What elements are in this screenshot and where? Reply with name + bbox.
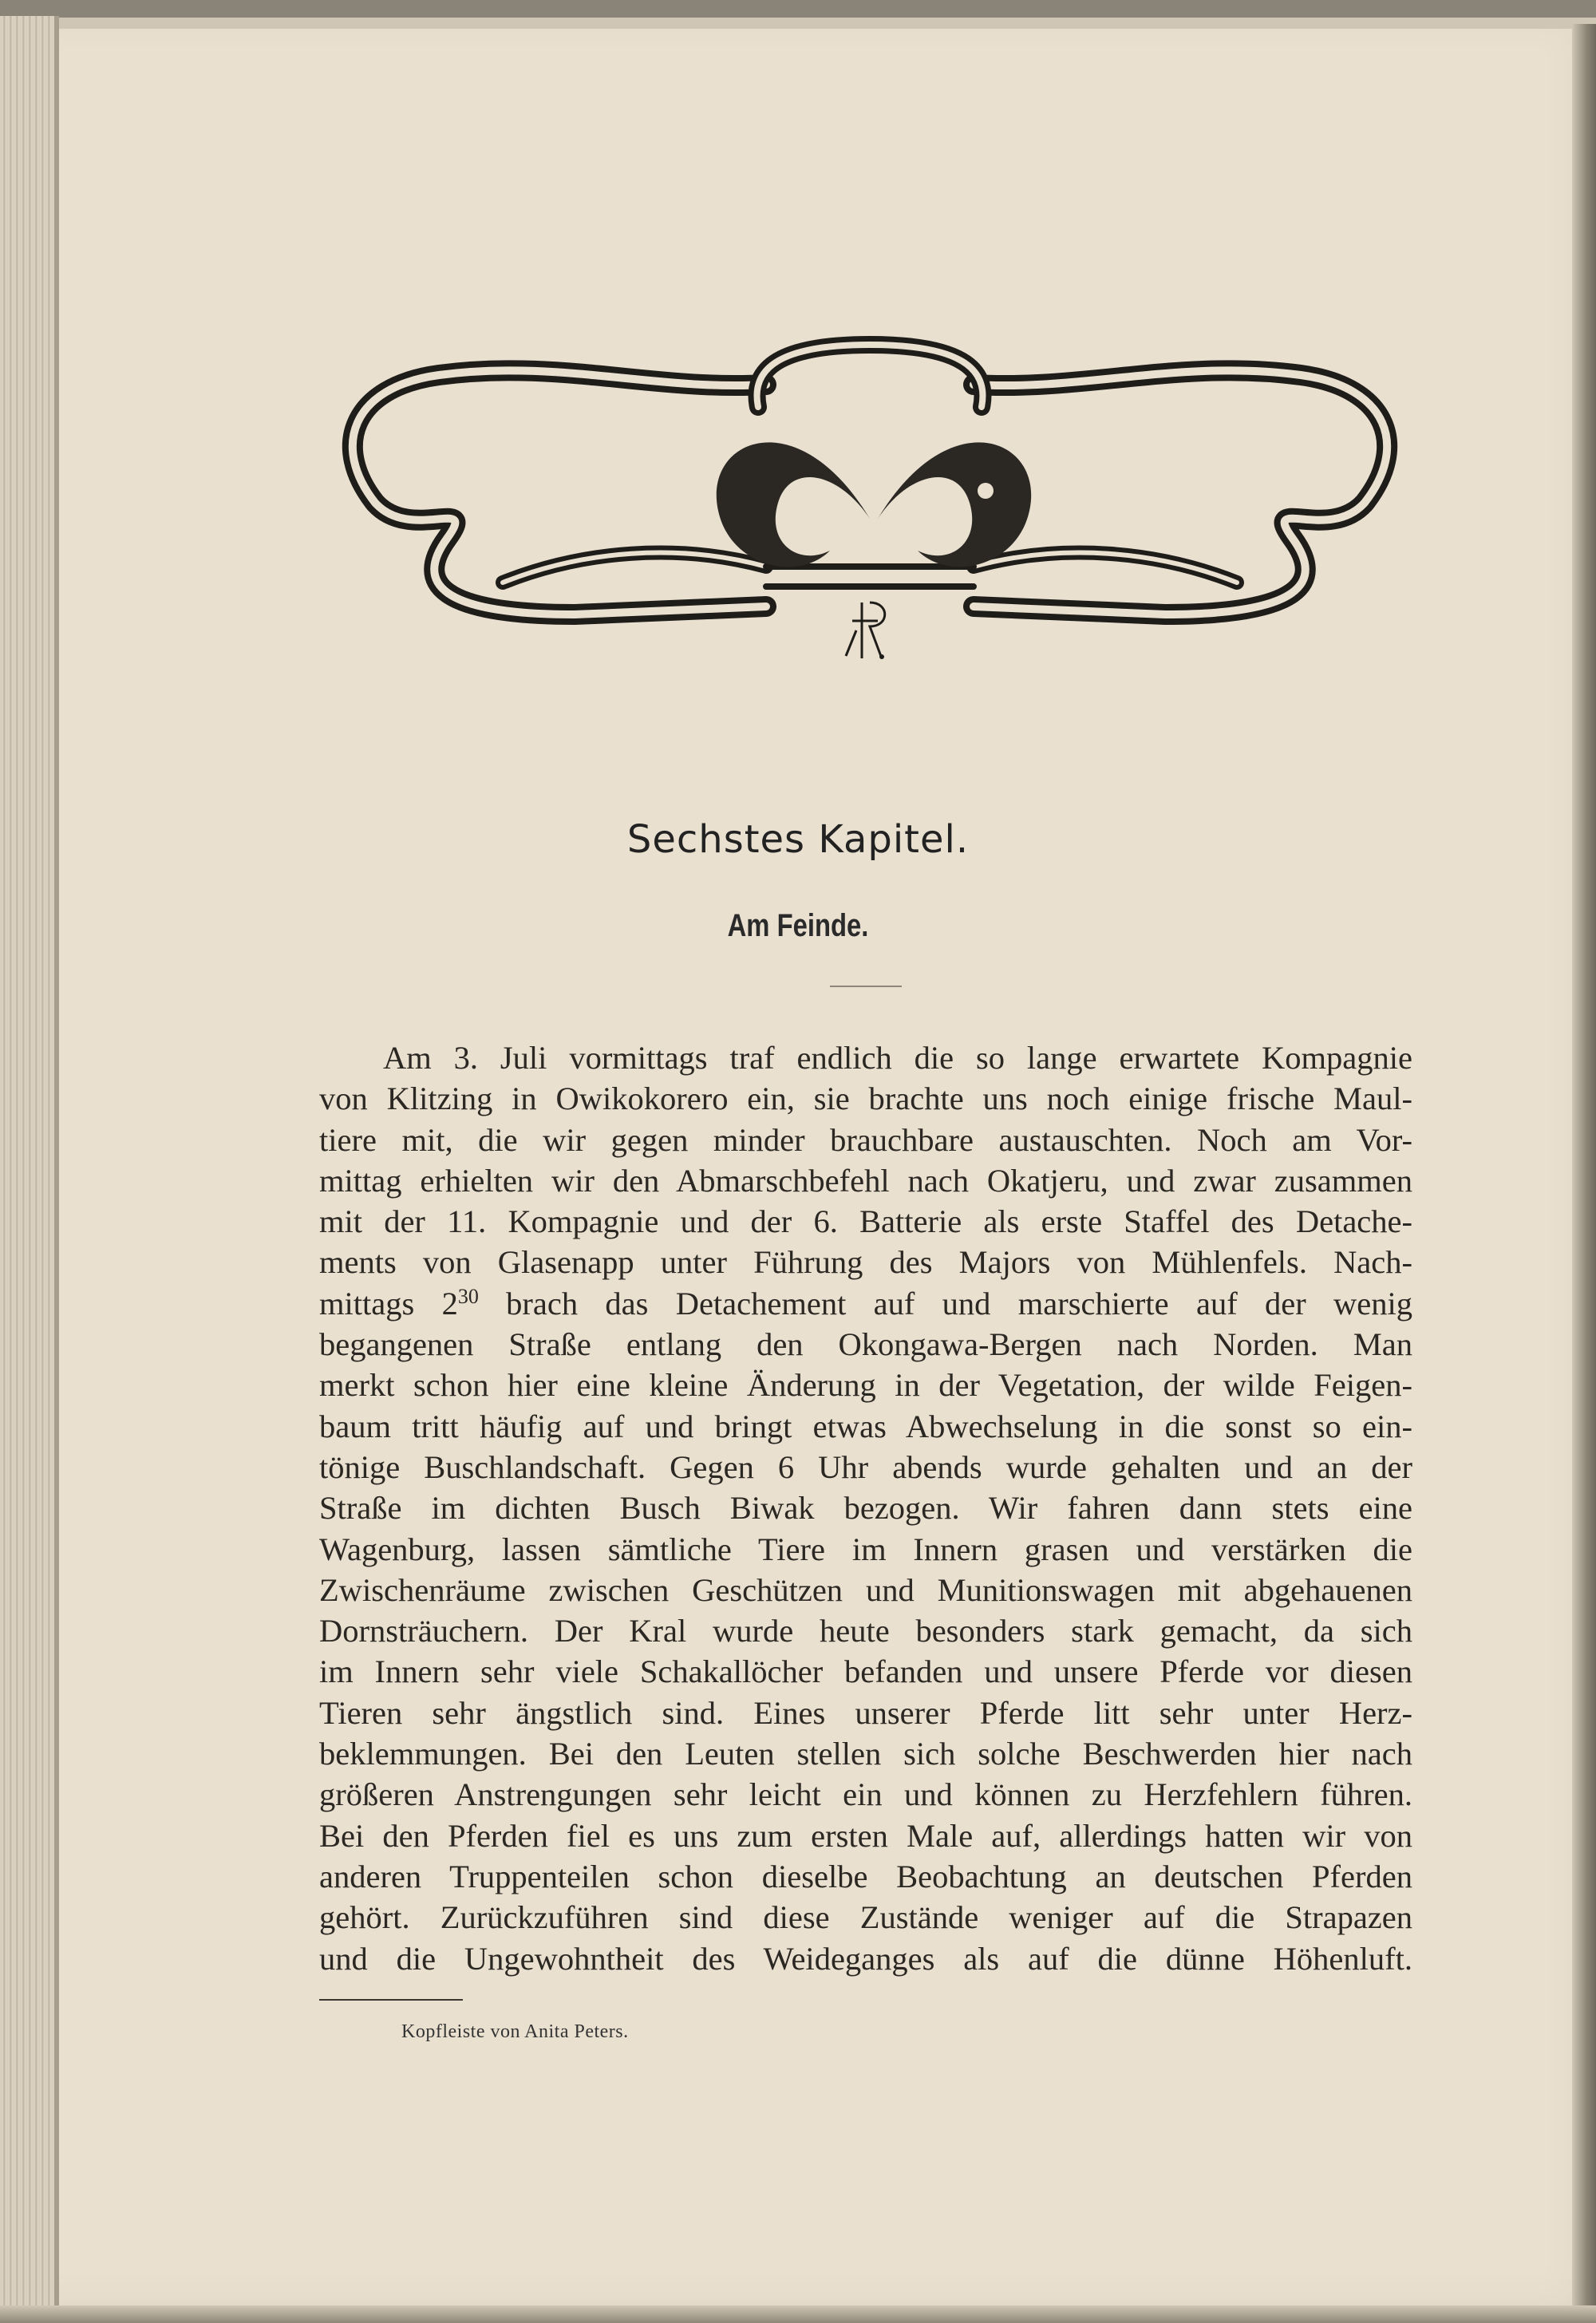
book-top-edge	[0, 0, 1596, 18]
text-line: Straße im dichten Busch Biwak bezogen. Wir fahren dann stets eine	[319, 1490, 1412, 1527]
text-line	[319, 1283, 1412, 1324]
superscript-minutes: 30	[457, 1284, 479, 1308]
chapter-title: Sechstes Kapitel.	[626, 817, 970, 862]
text-line: merkt schon hier eine kleine Änderung in der Vegetation, der wilde Feigen-	[319, 1367, 1412, 1404]
book-bottom-edge	[0, 2305, 1596, 2323]
text-line: baum tritt häufig auf und bringt etwas Abwechselung in die sonst so ein-	[319, 1408, 1412, 1444]
art-nouveau-headpiece-ornament	[319, 327, 1420, 678]
text-line: mittag erhielten wir den Abmarschbefehl nach Okatjeru, und zwar zusammen	[319, 1162, 1412, 1199]
footnote-rule	[319, 1999, 463, 2001]
text-line: Zwischenräume zwischen Geschützen und Munitionswagen mit abgehauenen	[319, 1571, 1412, 1608]
gutter-shadow	[54, 16, 59, 2323]
footnote-credit: Kopfleiste von Anita Peters.	[401, 2021, 629, 2042]
text-line: Bei den Pferden fiel es uns zum ersten Male auf, allerdings hatten wir von	[319, 1817, 1412, 1854]
text-line: ments von Glasenapp unter Führung des Majors von Mühlenfels. Nach-	[319, 1244, 1412, 1281]
text-line: gehört. Zurückzuführen sind diese Zustände weniger auf die Strapazen	[319, 1899, 1412, 1936]
stacked-page-edges	[0, 16, 56, 2323]
text-line: beklemmungen. Bei den Leuten stellen sich solche Beschwerden hier nach	[319, 1736, 1412, 1772]
text-line: Dornsträuchern. Der Kral wurde heute besonders stark gemacht, da sich	[319, 1613, 1412, 1649]
text-line: tiere mit, die wir gegen minder brauchbare austauschten. Noch am Vor-	[319, 1121, 1412, 1158]
body-paragraph	[319, 1037, 1412, 1979]
text-line: im Innern sehr viele Schakallöcher befanden und unsere Pferde vor diesen	[319, 1653, 1412, 1690]
text-line: Wagenburg, lassen sämtliche Tiere im Innern grasen und verstärken die	[319, 1531, 1412, 1567]
text-fragment: brach das Detachement auf und marschierte auf der wenig	[478, 1285, 1412, 1322]
text-line: und die Ungewohntheit des Weideganges als auf die dünne Höhenluft.	[319, 1940, 1412, 1977]
book-top-edge-inner	[0, 18, 1596, 29]
text-fragment: mittags 2	[319, 1285, 458, 1322]
text-line: größeren Anstrengungen sehr leicht ein und können zu Herzfehlern führen.	[319, 1776, 1412, 1813]
text-line: Tieren sehr ängstlich sind. Eines unserer Pferde litt sehr unter Herz-	[319, 1694, 1412, 1731]
artist-monogram	[846, 602, 885, 658]
text-line: von Klitzing in Owikokorero ein, sie brachte uns noch einige frische Maul-	[319, 1081, 1412, 1117]
separator-rule	[830, 986, 902, 987]
text-line: mit der 11. Kompagnie und der 6. Batterie als erste Staffel des Detache-	[319, 1203, 1412, 1240]
text-line: tönige Buschlandschaft. Gegen 6 Uhr abends wurde gehalten und an der	[319, 1448, 1412, 1485]
text-line: anderen Truppenteilen schon dieselbe Beobachtung an deutschen Pferden	[319, 1858, 1412, 1894]
text-line: Am 3. Juli vormittags traf endlich die so lange erwartete Kompagnie	[383, 1040, 1412, 1076]
book-right-edge	[1572, 24, 1596, 2323]
text-line: begangenen Straße entlang den Okongawa-Bergen nach Norden. Man	[319, 1326, 1412, 1363]
section-title: Am Feinde.	[727, 908, 869, 943]
